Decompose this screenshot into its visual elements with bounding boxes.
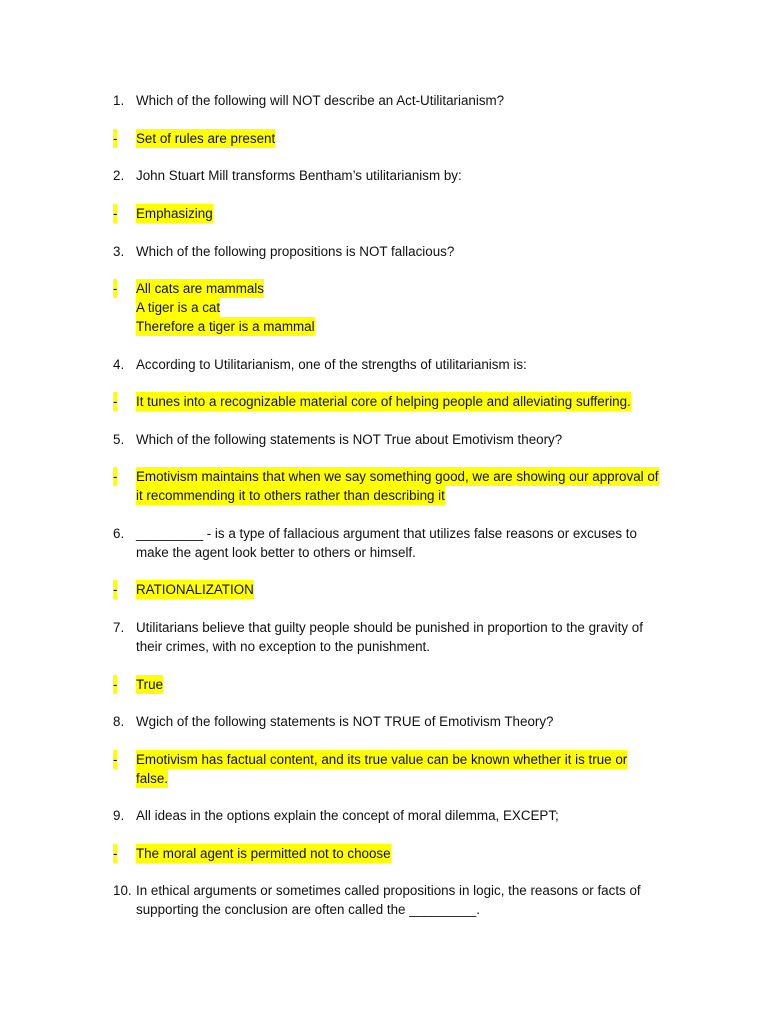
answer-dash: - — [113, 206, 118, 221]
question-text: their crimes, with no exception to the punishment. — [136, 639, 430, 654]
question-number: 1. — [113, 93, 125, 108]
answer-text: It tunes into a recognizable material core of helping people and alleviating suffering. — [136, 394, 631, 409]
answer-3 — [0, 279, 768, 298]
answer-text: Therefore a tiger is a mammal — [136, 319, 315, 334]
question-text: In ethical arguments or sometimes called propositions in logic, the reasons or facts of — [136, 883, 641, 898]
question-9 — [0, 806, 768, 825]
answer-dash: - — [113, 752, 118, 767]
answer-text: True — [136, 677, 164, 692]
answer-3-line-2 — [0, 298, 768, 317]
question-text: Which of the following propositions is NOT fallacious? — [136, 244, 455, 259]
answer-text: Emphasizing — [136, 206, 213, 221]
question-text: Which of the following statements is NOT True about Emotivism theory? — [136, 432, 563, 447]
question-1 — [0, 91, 768, 110]
answer-text: Emotivism has factual content, and its true value can be known whether it is true or — [136, 752, 628, 767]
question-8 — [0, 712, 768, 731]
question-number: 9. — [113, 808, 125, 823]
answer-2 — [0, 204, 768, 223]
question-6-line-2 — [0, 543, 768, 562]
question-3 — [0, 242, 768, 261]
answer-text: Set of rules are present — [136, 131, 276, 146]
question-5 — [0, 430, 768, 449]
answer-dash: - — [113, 582, 118, 597]
answer-8-line-2 — [0, 769, 768, 788]
answer-text: it recommending it to others rather than describing it — [136, 488, 445, 503]
question-number: 3. — [113, 244, 125, 259]
question-10 — [0, 881, 768, 900]
question-number: 8. — [113, 714, 125, 729]
question-10-line-2 — [0, 900, 768, 919]
answer-text: false. — [136, 771, 169, 786]
question-text: Wgich of the following statements is NOT TRUE of Emotivism Theory? — [136, 714, 554, 729]
question-text: Utilitarians believe that guilty people should be punished in proportion to the gravity of — [136, 620, 643, 635]
question-text: _________ - is a type of fallacious argument that utilizes false reasons or excuses to — [136, 526, 637, 541]
question-text: John Stuart Mill transforms Bentham’s utilitarianism by: — [136, 168, 462, 183]
question-number: 10. — [113, 883, 132, 898]
answer-text: Emotivism maintains that when we say something good, we are showing our approval of — [136, 469, 659, 484]
question-6 — [0, 524, 768, 543]
question-text: All ideas in the options explain the concept of moral dilemma, EXCEPT; — [136, 808, 559, 823]
answer-6 — [0, 580, 768, 599]
question-text: According to Utilitarianism, one of the strengths of utilitarianism is: — [136, 357, 527, 372]
answer-5-line-2 — [0, 486, 768, 505]
answer-5 — [0, 467, 768, 486]
answer-dash: - — [113, 281, 118, 296]
answer-text: RATIONALIZATION — [136, 582, 254, 597]
answer-text: All cats are mammals — [136, 281, 264, 296]
question-number: 6. — [113, 526, 125, 541]
answer-dash: - — [113, 846, 118, 861]
question-number: 4. — [113, 357, 125, 372]
answer-text: The moral agent is permitted not to choose — [136, 846, 391, 861]
answer-dash: - — [113, 131, 118, 146]
answer-dash: - — [113, 469, 118, 484]
question-4 — [0, 355, 768, 374]
answer-4 — [0, 392, 768, 411]
question-number: 7. — [113, 620, 125, 635]
answer-1 — [0, 129, 768, 148]
question-number: 5. — [113, 432, 125, 447]
question-2 — [0, 166, 768, 185]
question-text: make the agent look better to others or himself. — [136, 545, 416, 560]
answer-dash: - — [113, 677, 118, 692]
answer-text: A tiger is a cat — [136, 300, 221, 315]
answer-9 — [0, 844, 768, 863]
question-7 — [0, 618, 768, 637]
answer-8 — [0, 750, 768, 769]
question-number: 2. — [113, 168, 125, 183]
answer-7 — [0, 675, 768, 694]
question-text: supporting the conclusion are often called the _________. — [136, 902, 480, 917]
answer-dash: - — [113, 394, 118, 409]
question-7-line-2 — [0, 637, 768, 656]
answer-3-line-3 — [0, 317, 768, 336]
question-text: Which of the following will NOT describe an Act-Utilitarianism? — [136, 93, 505, 108]
